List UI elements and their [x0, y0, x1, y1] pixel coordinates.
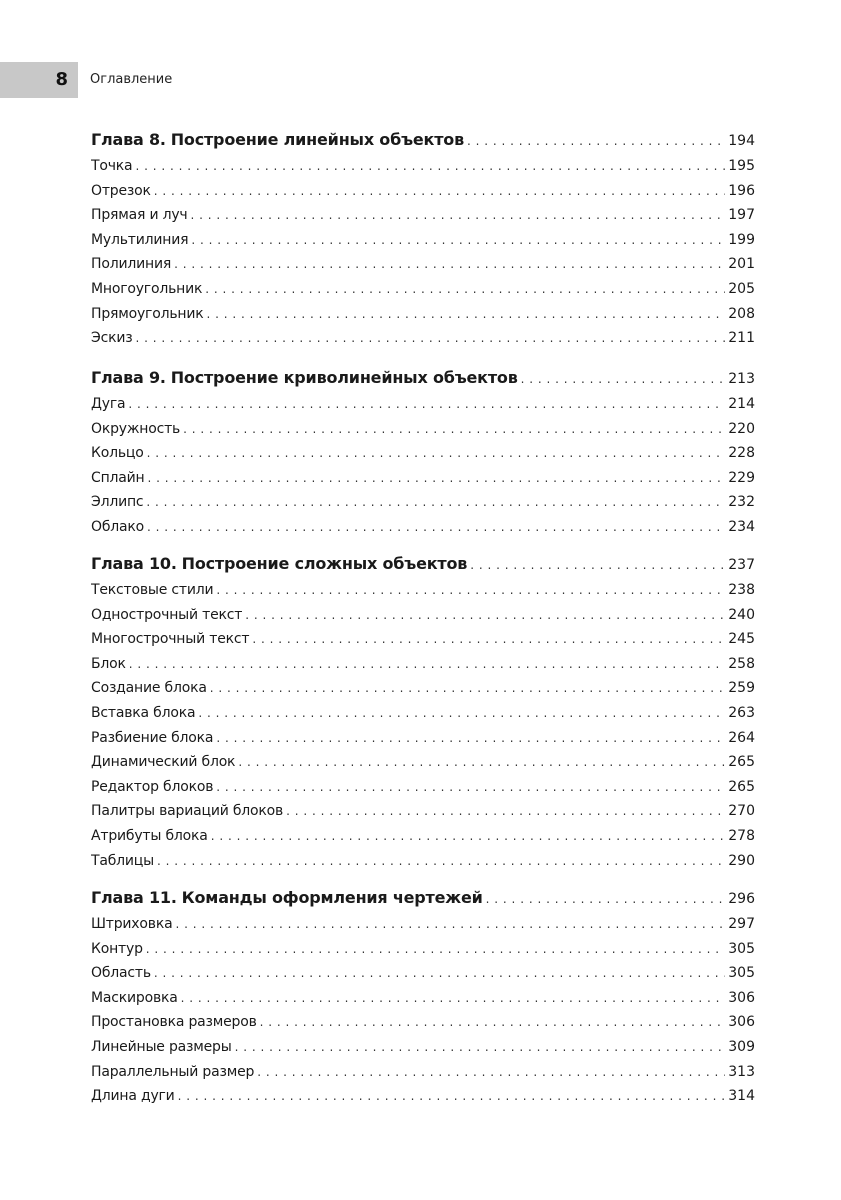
chapter-title: Построение линейных объектов: [170, 130, 464, 149]
dot-leader: [467, 129, 725, 152]
entry-title: Прямая и луч: [91, 207, 188, 224]
dot-leader: [238, 751, 725, 773]
entry-title: Сплайн: [91, 469, 145, 486]
page-reference: 232: [728, 494, 755, 511]
page-reference: 263: [728, 705, 755, 721]
toc-entry-row: [91, 467, 755, 489]
dot-leader: [286, 800, 725, 822]
entry-title: Контур: [91, 940, 143, 957]
dot-leader: [148, 467, 726, 489]
toc-entry-row: [91, 579, 755, 601]
entry-title: Длина дуги: [91, 1088, 175, 1105]
entry-title: Штриховка: [91, 916, 173, 932]
toc-entry-row: [91, 604, 755, 626]
dot-leader: [128, 393, 725, 415]
dot-leader: [154, 180, 726, 202]
page-reference: 240: [728, 606, 755, 623]
page-reference: 195: [728, 158, 755, 174]
dot-leader: [146, 938, 725, 960]
dot-leader: [135, 327, 725, 349]
entry-title: Эллипс: [91, 494, 144, 511]
entry-title: Палитры вариаций блоков: [91, 803, 284, 820]
entry-title: Эскиз: [91, 330, 133, 347]
page-reference: 201: [728, 256, 755, 273]
chapter-heading: [91, 552, 467, 576]
dot-leader: [135, 155, 725, 177]
toc-chapter-row: [91, 552, 755, 576]
toc-entry-row: [91, 278, 755, 300]
entry-title: Многоугольник: [91, 281, 203, 297]
toc-entry-row: [91, 253, 755, 275]
dot-leader: [157, 850, 725, 872]
toc-entry-row: [91, 442, 755, 464]
page-reference: 306: [728, 989, 755, 1006]
chapter-heading: [91, 886, 483, 910]
toc-entry-row: [91, 1011, 755, 1033]
toc-chapter-row: [91, 886, 755, 910]
page-reference: 220: [728, 420, 755, 437]
chapter-heading: [91, 128, 464, 152]
toc-entry-row: [91, 702, 755, 724]
toc-entry-row: [91, 155, 755, 177]
dot-leader: [175, 913, 725, 935]
page-reference: 234: [728, 519, 755, 535]
chapter-title: Построение криволинейных объектов: [170, 368, 518, 387]
entry-title: Вставка блока: [91, 705, 196, 721]
entry-title: Многострочный текст: [91, 631, 250, 648]
page-reference: 237: [728, 557, 755, 573]
dot-leader: [470, 553, 725, 576]
toc-entry-row: [91, 677, 755, 699]
page-reference: 297: [728, 916, 755, 932]
entry-title: Кольцо: [91, 445, 144, 462]
dot-leader: [147, 516, 725, 538]
toc-entry-row: [91, 1061, 755, 1083]
page-reference: 306: [728, 1014, 755, 1031]
toc-entry-row: [91, 418, 755, 440]
page-reference: 305: [728, 940, 755, 957]
entry-title: Полилиния: [91, 256, 172, 273]
entry-title: Таблицы: [91, 852, 154, 869]
page-reference: 296: [728, 891, 755, 907]
dot-leader: [183, 418, 725, 440]
toc-entry-row: [91, 1036, 755, 1058]
toc-entry-row: [91, 516, 755, 538]
chapter-heading: [91, 366, 518, 390]
page-reference: 265: [728, 778, 755, 795]
dot-leader: [191, 204, 726, 226]
entry-title: Маскировка: [91, 989, 178, 1006]
page-reference: 213: [728, 371, 755, 387]
dot-leader: [191, 229, 725, 251]
dot-leader: [216, 776, 725, 798]
dot-leader: [245, 604, 725, 626]
toc-chapter-row: [91, 128, 755, 152]
dot-leader: [252, 628, 725, 650]
page-reference: 208: [728, 305, 755, 322]
toc-entry-row: [91, 850, 755, 872]
toc-entry-row: [91, 913, 755, 935]
toc-entry-row: [91, 751, 755, 773]
entry-title: Точка: [91, 158, 133, 174]
page-reference: 211: [728, 330, 755, 347]
page-reference: 270: [728, 803, 755, 820]
page-reference: 228: [728, 445, 755, 462]
page-reference: 196: [728, 182, 755, 199]
chapter-label: Глава 9.: [91, 368, 166, 387]
toc-entry-row: [91, 180, 755, 202]
toc-entry-row: [91, 393, 755, 415]
page-reference: 258: [728, 655, 755, 672]
dot-leader: [129, 653, 725, 675]
toc-entry-row: [91, 229, 755, 251]
toc-entry-row: [91, 303, 755, 325]
running-head: Оглавление: [90, 72, 173, 87]
entry-title: Создание блока: [91, 680, 207, 697]
chapter-label: Глава 10.: [91, 554, 177, 573]
page-number: 8: [55, 69, 68, 90]
dot-leader: [211, 825, 726, 847]
dot-leader: [210, 677, 726, 699]
dot-leader: [205, 278, 725, 300]
dot-leader: [216, 579, 725, 601]
dot-leader: [216, 727, 725, 749]
entry-title: Прямоугольник: [91, 305, 204, 322]
chapter-title: Построение сложных объектов: [181, 554, 468, 573]
entry-title: Динамический блок: [91, 754, 236, 771]
toc-entry-row: [91, 987, 755, 1009]
dot-leader: [206, 303, 725, 325]
entry-title: Облако: [91, 519, 145, 535]
toc-entry-row: [91, 1085, 755, 1107]
page-reference: 238: [728, 582, 755, 598]
toc-entry-row: [91, 825, 755, 847]
entry-title: Текстовые стили: [91, 582, 214, 598]
page-reference: 199: [728, 231, 755, 248]
dot-leader: [235, 1036, 726, 1058]
entry-title: Параллельный размер: [91, 1063, 255, 1080]
page-reference: 309: [728, 1039, 755, 1055]
page-reference: 259: [728, 680, 755, 697]
page-reference: 214: [728, 396, 755, 412]
entry-title: Блок: [91, 655, 126, 672]
toc-entry-row: [91, 327, 755, 349]
page-reference: 205: [728, 281, 755, 297]
entry-title: Атрибуты блока: [91, 828, 208, 844]
toc-entry-row: [91, 204, 755, 226]
toc-entry-row: [91, 776, 755, 798]
page-reference: 245: [728, 631, 755, 648]
page-reference: 194: [728, 133, 755, 149]
entry-title: Окружность: [91, 420, 181, 437]
page-reference: 278: [728, 828, 755, 844]
page-reference: 290: [728, 852, 755, 869]
dot-leader: [198, 702, 725, 724]
dot-leader: [486, 887, 726, 910]
page-number-tab: [0, 62, 78, 98]
entry-title: Однострочный текст: [91, 606, 243, 623]
toc-entry-row: [91, 653, 755, 675]
toc-entry-row: [91, 800, 755, 822]
toc-chapter-row: [91, 366, 755, 390]
page-reference: 264: [728, 729, 755, 746]
entry-title: Разбиение блока: [91, 729, 214, 746]
dot-leader: [181, 987, 726, 1009]
page-reference: 197: [728, 207, 755, 224]
toc-entry-row: [91, 962, 755, 984]
entry-title: Дуга: [91, 396, 126, 412]
dot-leader: [147, 442, 726, 464]
dot-leader: [146, 491, 725, 513]
chapter-title: Команды оформления чертежей: [181, 888, 483, 907]
entry-title: Редактор блоков: [91, 778, 214, 795]
chapter-label: Глава 11.: [91, 888, 177, 907]
entry-title: Простановка размеров: [91, 1014, 257, 1031]
page-reference: 314: [728, 1088, 755, 1105]
page-reference: 313: [728, 1063, 755, 1080]
toc-entry-row: [91, 491, 755, 513]
dot-leader: [174, 253, 725, 275]
page-reference: 265: [728, 754, 755, 771]
dot-leader: [178, 1085, 726, 1107]
entry-title: Мультилиния: [91, 231, 189, 248]
dot-leader: [257, 1061, 725, 1083]
page-reference: 305: [728, 965, 755, 982]
entry-title: Линейные размеры: [91, 1039, 232, 1055]
entry-title: Отрезок: [91, 182, 151, 199]
toc-entry-row: [91, 938, 755, 960]
dot-leader: [521, 367, 726, 390]
chapter-label: Глава 8.: [91, 130, 166, 149]
page-reference: 229: [728, 469, 755, 486]
dot-leader: [260, 1011, 726, 1033]
toc-entry-row: [91, 727, 755, 749]
dot-leader: [154, 962, 725, 984]
entry-title: Область: [91, 965, 151, 982]
toc-entry-row: [91, 628, 755, 650]
